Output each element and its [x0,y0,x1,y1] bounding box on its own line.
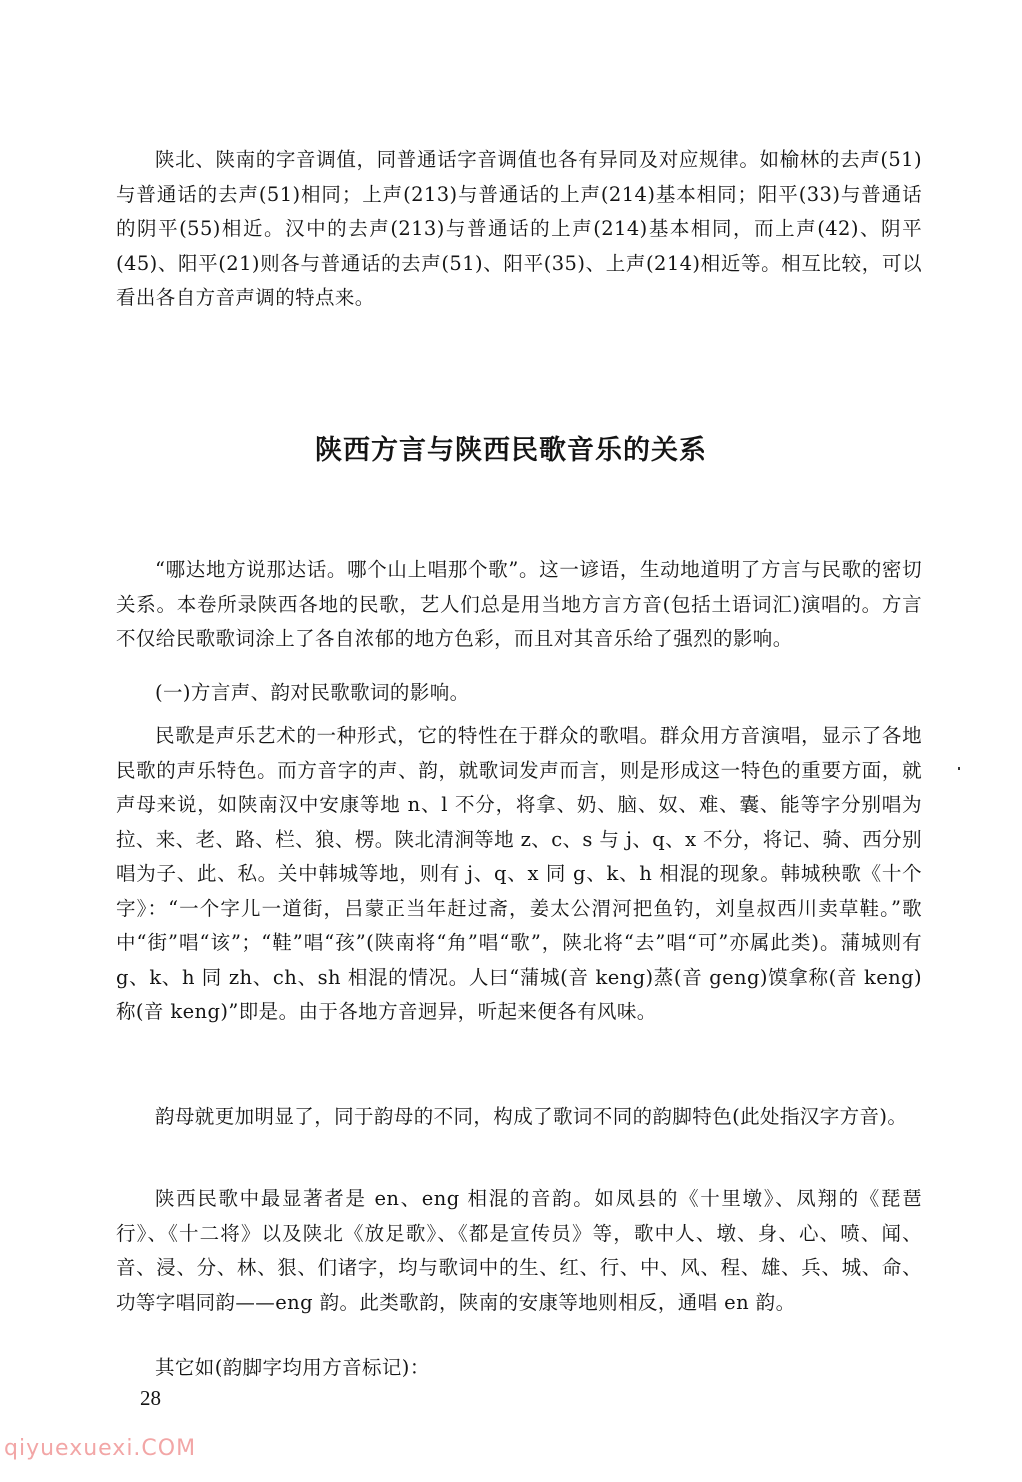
subheading-initials-finals: (一)方言声、韵对民歌歌词的影响。 [155,681,470,704]
paragraph-others: 其它如(韵脚字均用方音标记)： [155,1356,430,1379]
paragraph-proverb: “哪达地方说那达话。哪个山上唱那个歌”。这一谚语，生动地道明了方言与民歌的密切关系。本卷所录陕西各地的民歌，艺人们总是用当地方言方音(包括土语词汇)演唱的。方言不仅给民歌歌词涂上了各自浓郁的地方色彩，而且对其音乐给了强烈的影响。 [116,558,922,650]
paragraph-finals: 韵母就更加明显了，同于韵母的不同，构成了歌词不同的韵脚特色(此处指汉字方音)。 [155,1105,908,1128]
section-title: 陕西方言与陕西民歌音乐的关系 [315,435,707,466]
page-number: 28 [140,1386,161,1410]
scan-speck [958,767,960,770]
intro-paragraph-tones: 陕北、陕南的字音调值，同普通话字音调值也各有异同及对应规律。如榆林的去声(51)与普通话的去声(51)相同；上声(213)与普通话的上声(214)基本相同；阳平(33)与普通话的阴平(55)相近。汉中的去声(213)与普通话的上声(214)基本相同，而上声(42)、阴平(45)、阳平(21)则各与普通话的去声(51)、阳平(35)、上声(214)相近等。相互比较，可以看出各自方音声调的特点来。 [116,148,922,309]
site-watermark: qiyuexuexi.COM [4,1436,197,1461]
paragraph-initials: 民歌是声乐艺术的一种形式，它的特性在于群众的歌唱。群众用方音演唱，显示了各地民歌的声乐特色。而方音字的声、韵，就歌词发声而言，则是形成这一特色的重要方面，就声母来说，如陕南汉中安康等地 n、l 不分，将拿、奶、脑、奴、难、囊、能等字分别唱为拉、来、老、路、栏、狼、楞。陕北清涧等地 z、c、s 与 j、q、x 不分，将记、骑、西分别唱为子、此、私。关中韩城等地，则有 j、q、x 同 g、k、h 相混的现象。韩城秧歌《十个字》：“一个字儿一道街，吕蒙正当年赶过斋，姜太公渭河把鱼钓，刘皇叔西川卖草鞋。”歌中“街”唱“该”；“鞋”唱“孩”(陕南将“角”唱“歌”，陕北将“去”唱“可”亦属此类)。蒲城则有 g、k、h 同 zh、ch、sh 相混的情况。人曰“蒲城(音 keng)蒸(音 geng)馍拿称(音 keng)称(音 keng)”即是。由于各地方音迥异，听起来便各有风味。 [116,724,922,1023]
paragraph-en-eng-rhyme: 陕西民歌中最显著者是 en、eng 相混的音韵。如凤县的《十里墩》、凤翔的《琵琶行》、《十二将》以及陕北《放足歌》、《都是宣传员》等，歌中人、墩、身、心、喷、闻、音、浸、分、林、狠、们诸字，均与歌词中的生、红、行、中、风、程、雄、兵、城、命、功等字唱同韵——eng 韵。此类歌韵，陕南的安康等地则相反，通唱 en 韵。 [116,1187,922,1314]
